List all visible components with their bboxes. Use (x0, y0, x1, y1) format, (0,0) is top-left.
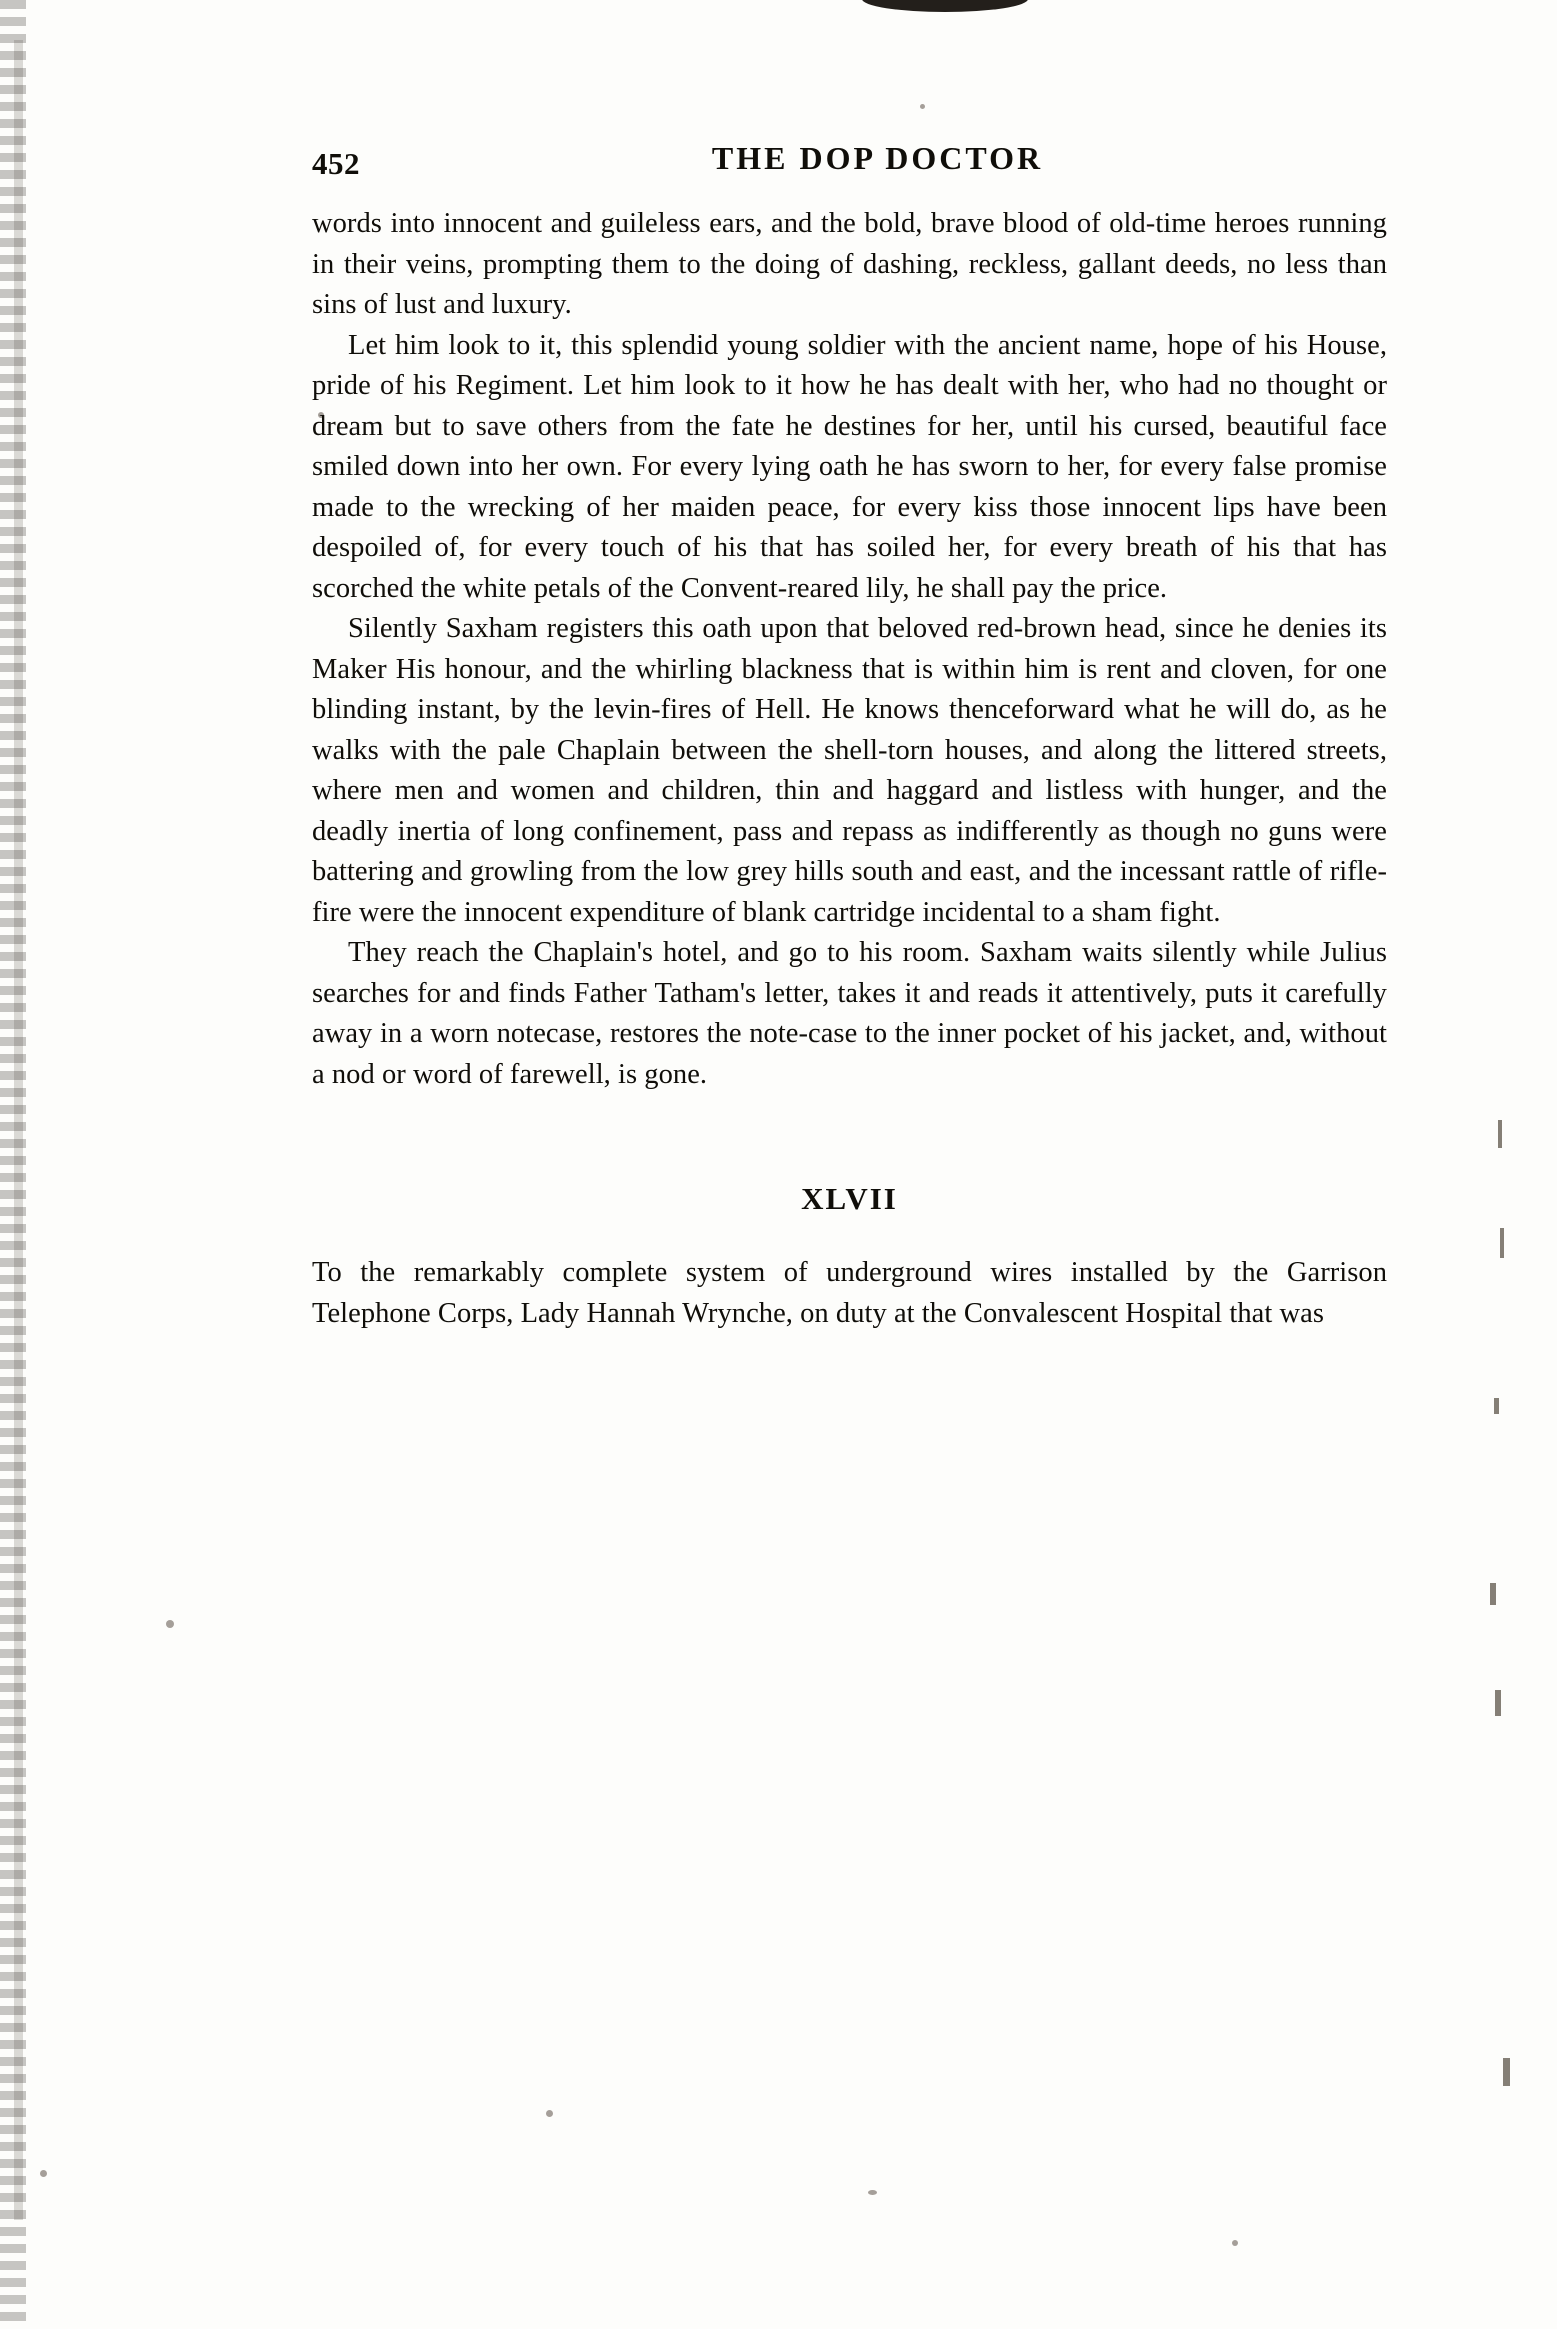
page-speck-3 (546, 2110, 553, 2117)
page-gutter-shadow (14, 40, 23, 2220)
right-margin-mark-4 (1490, 1583, 1496, 1605)
top-edge-ink-blob (862, 0, 1028, 12)
paragraph-continuation: words into innocent and guileless ears, and the bold, brave blood of old-time heroes running in their veins, prompting them to the doing of dashing, reckless, gallant deeds, no less than sins of lust and luxury. (312, 208, 1387, 320)
page-speck-2 (40, 2170, 47, 2177)
chapter-heading: XLVII (801, 1181, 898, 1216)
running-head-title: THE DOP DOCTOR (711, 140, 1044, 176)
right-margin-mark-5 (1495, 1690, 1501, 1716)
right-margin-mark-2 (1500, 1228, 1504, 1258)
chapter-opening-paragraph: To the remarkably complete system of underground wires installed by the Garrison Telephone Corps, Lady Hannah Wrynche, on duty at the Convalescent Hospital that was (312, 1257, 1387, 1329)
page-speck-1 (166, 1620, 174, 1628)
right-margin-mark-3 (1494, 1398, 1499, 1414)
paragraph-2: Let him look to it, this splendid young soldier with the ancient name, hope of his House, pride of his Regiment. Let him look to it how he has dealt with her, who had no thought or dream but to save others from the fate he destines for her, until his cursed, beautiful face smiled down into her own. For every lying oath he has sworn to her, for every false promise made to the wrecking of her maiden peace, for every kiss those innocent lips have been despoiled of, for every touch of his that has soiled her, for every breath of his that has scorched the white petals of the Convent-reared lily, he shall pay the price. (312, 329, 1387, 604)
paragraph-4: They reach the Chaplain's hotel, and go to his room. Saxham waits silently while Julius searches for and finds Father Tatham's letter, takes it and reads it attentively, puts it carefully away in a worn notecase, restores the note-case to the inner pocket of his jacket, and, without a nod or word of farewell, is gone. (312, 937, 1387, 1090)
page-header (312, 140, 1387, 202)
right-margin-mark-1 (1498, 1120, 1502, 1148)
page-speck-5 (1232, 2240, 1238, 2246)
page-speck-4 (868, 2190, 877, 2195)
page-number: 452 (312, 146, 360, 181)
page-speck-6 (920, 104, 925, 109)
paragraph-3: Silently Saxham registers this oath upon that beloved red-brown head, since he denies its Maker His honour, and the whirling blackness that is within him is rent and cloven, for one blinding instant, by the levin-fires of Hell. He knows thenceforward what he will do, as he walks with the pale Chaplain between the shell-torn houses, and along the littered streets, where men and women and children, thin and haggard and listless with hunger, and the deadly inertia of long confinement, pass and repass as indifferently as though no guns were battering and growling from the low grey hills south and east, and the incessant rattle of rifle-fire were the innocent expenditure of blank cartridge incidental to a sham fight. (312, 613, 1387, 928)
right-margin-mark-6 (1503, 2058, 1510, 2086)
page-text-block (312, 140, 1387, 1334)
